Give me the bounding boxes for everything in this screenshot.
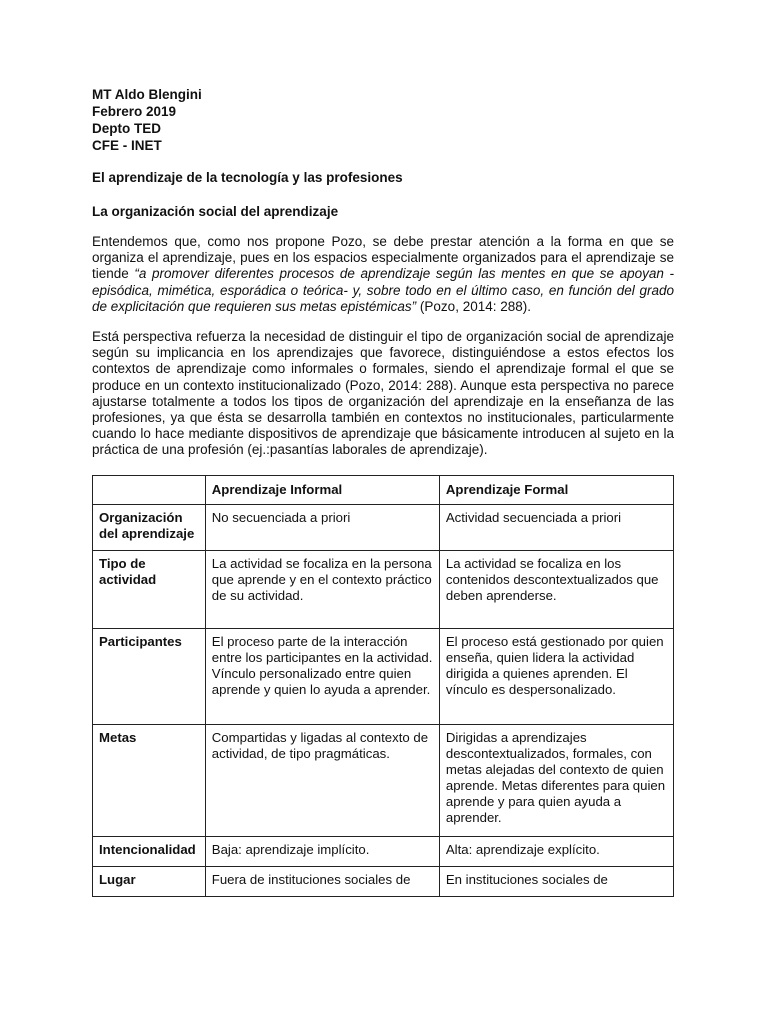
paragraph-2: Está perspectiva refuerza la necesidad de distinguir el tipo de organización social de aprendizaje según su implicancia en los aprendizajes que favorece, distinguiéndose a estos efectos los contextos de aprendizaje como informales o formales, siendo el aprendizaje formal el que se produce en un contexto institucionalizado (Pozo, 2014: 288). Aunque esta perspectiva no parece ajustarse totalmente a todos los tipos de organización del aprendizaje en la enseñanza de las profesiones, ya que ésta se desarrolla también en contextos no institucionales, particularmente cuando lo hace mediante dispositivos de aprendizaje que básicamente introducen al sujeto en la práctica de una profesión (ej.:pasantías laborales de aprendizaje).: [92, 329, 674, 458]
cell-informal: Compartidas y ligadas al contexto de actividad, de tipo pragmáticas.: [205, 724, 439, 836]
row-label-metas: Metas: [93, 724, 206, 836]
document-title: El aprendizaje de la tecnología y las profesiones: [92, 170, 403, 185]
paragraph-1-quote: “a promover diferentes procesos de aprendizaje según las mentes en que se apoyan - episódica, mimética, esporádica o teórica- y, sobre todo en el último caso, en función del grado de explicitación que requieren sus metas epistémicas”: [92, 266, 674, 314]
cell-informal: Fuera de instituciones sociales de: [205, 866, 439, 896]
paragraph-1-citation: (Pozo, 2014: 288).: [416, 298, 531, 314]
table-row: [93, 504, 674, 550]
row-label-participantes: Participantes: [93, 628, 206, 724]
table-row: [93, 550, 674, 628]
row-label-intencionalidad: Intencionalidad: [93, 836, 206, 866]
paragraph-1: [92, 234, 674, 315]
cell-informal: La actividad se focaliza en la persona que aprende y en el contexto práctico de su actividad.: [205, 550, 439, 628]
cell-informal: Baja: aprendizaje implícito.: [205, 836, 439, 866]
document-page: [92, 86, 674, 897]
cell-formal: El proceso está gestionado por quien enseña, quien lidera la actividad dirigida a quienes aprenden. El vínculo es despersonalizado.: [439, 628, 673, 724]
cell-formal: En instituciones sociales de: [439, 866, 673, 896]
table-row: [93, 628, 674, 724]
author-name: MT Aldo Blengini: [92, 87, 202, 102]
section-title: La organización social del aprendizaje: [92, 204, 339, 219]
table-header-cell-empty: [93, 475, 206, 504]
cell-informal: No secuenciada a priori: [205, 504, 439, 550]
row-label-lugar: Lugar: [93, 866, 206, 896]
cell-informal: El proceso parte de la interacción entre los participantes en la actividad. Vínculo personalizado entre quien aprende y quien lo ayuda a aprender.: [205, 628, 439, 724]
cell-formal: Actividad secuenciada a priori: [439, 504, 673, 550]
table-row: [93, 866, 674, 896]
document-header: [92, 86, 674, 154]
table-header-row: [93, 475, 674, 504]
table-header-informal: Aprendizaje Informal: [205, 475, 439, 504]
row-label-organizacion: Organización del aprendizaje: [93, 504, 206, 550]
department-name: Depto TED: [92, 121, 161, 136]
cell-formal: La actividad se focaliza en los contenidos descontextualizados que deben aprenderse.: [439, 550, 673, 628]
institution-name: CFE - INET: [92, 138, 162, 153]
table-header-formal: Aprendizaje Formal: [439, 475, 673, 504]
table-row: [93, 724, 674, 836]
paragraph-1-intro: Entendemos que, como nos propone Pozo, se debe prestar atención a la forma en que se organiza el aprendizaje, pues en los espacios especialmente organizados para el aprendizaje se tiende: [92, 234, 674, 282]
comparison-table: [92, 475, 674, 897]
document-date: Febrero 2019: [92, 104, 177, 119]
row-label-tipo-actividad: Tipo de actividad: [93, 550, 206, 628]
cell-formal: Dirigidas a aprendizajes descontextualizados, formales, con metas alejadas del contexto de quien aprende. Metas diferentes para quien aprende y para quien ayuda a aprender.: [439, 724, 673, 836]
cell-formal: Alta: aprendizaje explícito.: [439, 836, 673, 866]
table-row: [93, 836, 674, 866]
